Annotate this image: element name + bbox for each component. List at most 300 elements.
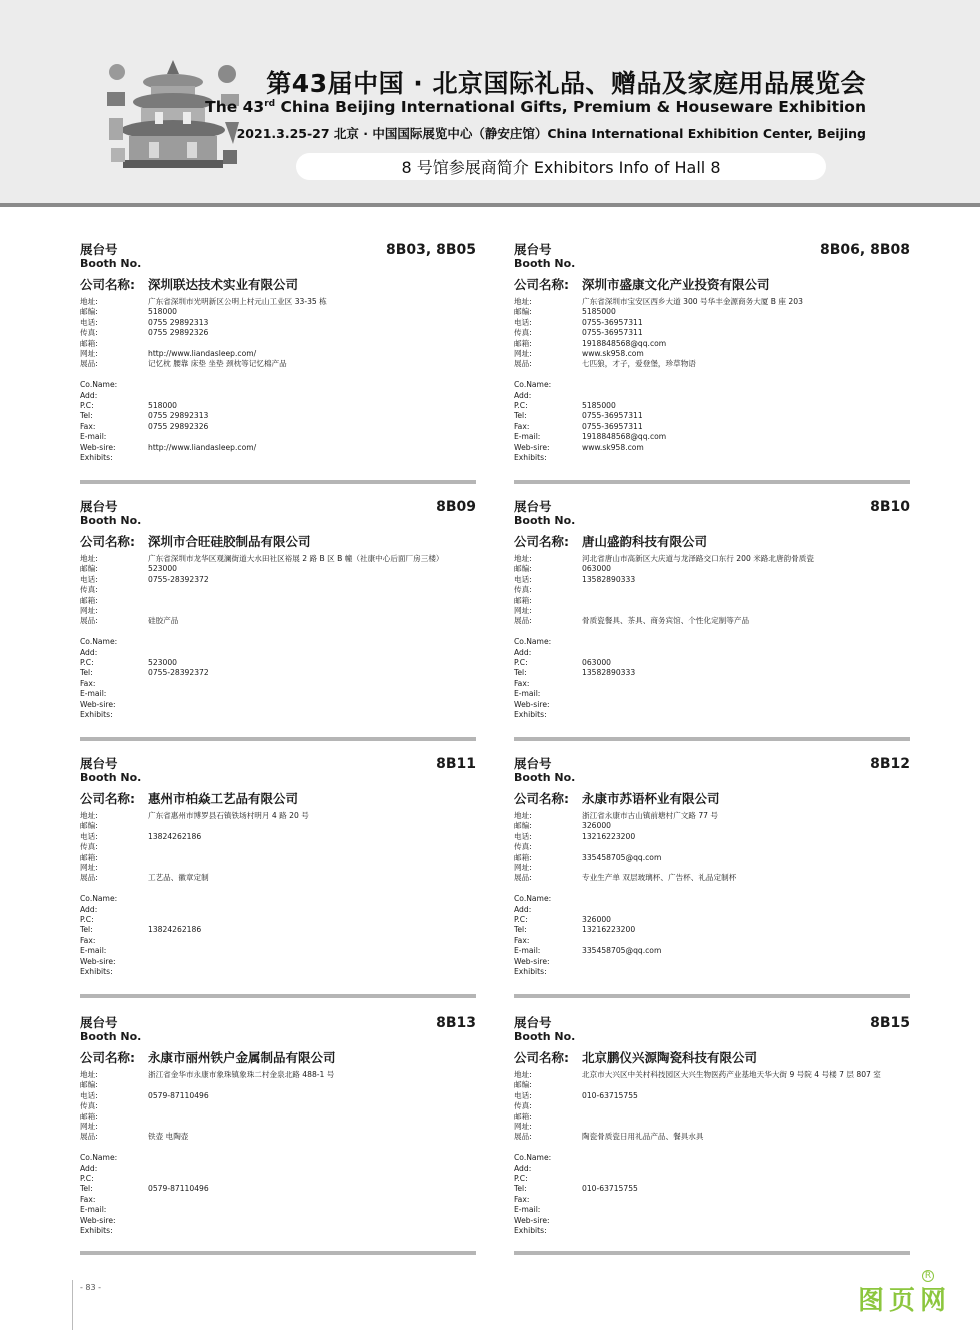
field-label: P.C: (80, 658, 94, 668)
field-label: 网址: (80, 606, 98, 616)
field-row-cn (80, 585, 476, 595)
field-row-en (514, 946, 910, 956)
field-row-en (80, 1226, 476, 1236)
field-label: 邮箱: (80, 338, 98, 348)
field-row-cn (514, 307, 910, 317)
field-label: Web-sire: (514, 1215, 550, 1225)
field-value (582, 1226, 910, 1236)
field-value: 063000 (582, 564, 611, 574)
field-value (148, 453, 476, 463)
field-value (582, 606, 910, 616)
field-label: Web-sire: (514, 442, 550, 452)
field-row-cn (80, 1091, 476, 1101)
field-value: 5185000 (582, 401, 616, 411)
field-row-en (80, 411, 476, 421)
field-value: 浙江省永康市古山镇前塘村广文路 77 号 (582, 811, 718, 820)
field-label: P.C: (514, 915, 528, 925)
field-row-cn (514, 616, 910, 626)
entry-divider (80, 994, 476, 998)
company-row (514, 275, 910, 293)
entry-divider (80, 1251, 476, 1255)
field-label: 电话: (514, 1090, 532, 1100)
field-label: Fax: (80, 1194, 96, 1204)
field-value (148, 863, 476, 873)
field-row-cn (80, 575, 476, 585)
field-label: E-mail: (80, 946, 107, 956)
field-value (582, 1216, 910, 1226)
field-value: www.sk958.com (582, 442, 644, 452)
field-list (80, 1070, 476, 1236)
field-value (148, 936, 476, 946)
field-value (148, 637, 476, 647)
field-value (582, 391, 910, 401)
field-row-cn (514, 832, 910, 842)
booth-label-cn: 展台号 (80, 499, 118, 514)
field-value (148, 821, 476, 831)
field-label: 邮箱: (514, 595, 532, 605)
field-label: 邮箱: (514, 1111, 532, 1121)
field-row-cn (80, 821, 476, 831)
field-row-en (80, 915, 476, 925)
company-row (514, 1048, 910, 1066)
field-label: 网址: (80, 863, 98, 873)
field-row-cn (514, 596, 910, 606)
field-row-en (514, 710, 910, 720)
field-label: P.C: (514, 658, 528, 668)
field-label: Fax: (514, 1194, 530, 1204)
field-value: 硅胶产品 (148, 616, 179, 626)
field-row-cn (514, 359, 910, 369)
booth-number: 8B10 (870, 499, 910, 515)
field-value (148, 1112, 476, 1122)
field-value (148, 596, 476, 606)
field-label: Fax: (80, 935, 96, 945)
field-value: 广东省惠州市博罗县石镇铁场村明月 4 路 20 号 (148, 811, 309, 820)
exhibitor-entry (80, 1015, 476, 1236)
field-row-en (80, 894, 476, 904)
booth-number: 8B15 (870, 1015, 910, 1031)
field-row-en (514, 679, 910, 689)
field-label: Co.Name: (80, 894, 118, 904)
field-value: 0755 29892326 (148, 421, 209, 431)
field-label: Tel: (80, 1184, 93, 1194)
field-row-cn (514, 842, 910, 852)
field-label: P.C: (80, 1174, 94, 1184)
field-list (514, 1070, 910, 1236)
field-value: 13824262186 (148, 831, 202, 841)
field-value: 1918848568@qq.com (582, 432, 667, 442)
booth-header (80, 756, 476, 786)
field-value (582, 936, 910, 946)
field-label: Web-sire: (80, 699, 116, 709)
field-row-cn (80, 328, 476, 338)
field-value (148, 1216, 476, 1226)
company-label: 公司名称: (514, 1050, 569, 1065)
field-value (582, 957, 910, 967)
field-label: Add: (514, 390, 532, 400)
field-row-cn (80, 1122, 476, 1132)
field-label: E-mail: (514, 689, 541, 699)
field-label: 邮编: (80, 821, 98, 831)
field-value: 浙江省金华市永康市象珠镇象珠二村金泉北路 488-1 号 (148, 1070, 335, 1079)
field-value: 骨质瓷餐具、茶具、商务宾馆、个性化定制等产品 (582, 616, 750, 626)
company-name: 永康市丽州铁户金属制品有限公司 (148, 1050, 336, 1065)
field-label: 邮箱: (514, 338, 532, 348)
exhibitor-entry (514, 242, 910, 463)
field-label: 展品: (514, 873, 532, 883)
field-row-en (514, 1205, 910, 1215)
field-row-en (80, 648, 476, 658)
field-row-en (514, 700, 910, 710)
field-value: 13216223200 (582, 831, 636, 841)
field-value (582, 1164, 910, 1174)
field-label: 邮编: (80, 1080, 98, 1090)
field-value (148, 1226, 476, 1236)
field-label: 传真: (514, 842, 532, 852)
field-label: E-mail: (80, 1205, 107, 1215)
field-label: E-mail: (514, 432, 541, 442)
field-label: Fax: (514, 421, 530, 431)
field-label: E-mail: (80, 689, 107, 699)
field-value: 工艺品、徽章定制 (148, 873, 209, 883)
field-value: 记忆枕 腰靠 床垫 坐垫 颈枕等记忆棉产品 (148, 359, 287, 369)
field-value: 铁壶 电陶壶 (148, 1132, 189, 1142)
field-row-en (514, 411, 910, 421)
field-row-cn (80, 307, 476, 317)
field-row-en (80, 710, 476, 720)
field-row-cn (514, 585, 910, 595)
company-label: 公司名称: (514, 791, 569, 806)
booth-number: 8B12 (870, 756, 910, 772)
entry-divider (80, 737, 476, 741)
field-label: 电话: (80, 831, 98, 841)
field-value (582, 1112, 910, 1122)
field-row-en (514, 894, 910, 904)
field-label: Tel: (514, 411, 527, 421)
field-list (514, 554, 910, 720)
field-label: 地址: (80, 297, 98, 306)
field-row-en (514, 1195, 910, 1205)
booth-label-en: Booth No. (80, 257, 142, 270)
field-value: http://www.liandasleep.com/ (148, 349, 257, 359)
field-value (148, 894, 476, 904)
field-value: 0755-36957311 (582, 317, 643, 327)
field-value: 0755-36957311 (582, 411, 643, 421)
field-label: 展品: (80, 1132, 98, 1142)
field-row-cn (514, 297, 910, 307)
field-label: Co.Name: (80, 380, 118, 390)
field-value (148, 1122, 476, 1132)
hall-title: 8 号馆参展商简介 Exhibitors Info of Hall 8 (296, 153, 826, 180)
field-value: http://www.liandasleep.com/ (148, 442, 257, 452)
field-label: 网址: (80, 349, 98, 359)
field-value: www.sk958.com (582, 349, 644, 359)
field-label: 展品: (80, 359, 98, 369)
field-label: 网址: (514, 863, 532, 873)
field-value: 0755 29892326 (148, 328, 209, 338)
field-value (582, 648, 910, 658)
field-value (148, 946, 476, 956)
field-label: Add: (514, 647, 532, 657)
field-label: Add: (80, 390, 98, 400)
field-label: Co.Name: (514, 380, 552, 390)
field-label: P.C: (514, 1174, 528, 1184)
field-value: 0579-87110496 (148, 1090, 209, 1100)
booth-number: 8B06, 8B08 (820, 242, 910, 258)
field-row-en (80, 658, 476, 668)
field-value (582, 905, 910, 915)
booth-header (80, 242, 476, 272)
field-value: 陶瓷骨质瓷日用礼品产品、餐具水具 (582, 1132, 704, 1142)
booth-label-cn: 展台号 (514, 242, 552, 257)
company-name: 深圳市合旺硅胶制品有限公司 (148, 534, 311, 549)
header-divider (0, 203, 980, 207)
field-row-cn (514, 575, 910, 585)
field-label: Exhibits: (80, 710, 113, 720)
field-value: 专业生产单 双层玻璃杯、广告杯、礼品定制杯 (582, 873, 737, 883)
field-row-en (514, 689, 910, 699)
field-value (148, 700, 476, 710)
field-label: Fax: (514, 935, 530, 945)
field-label: 网址: (514, 606, 532, 616)
company-row (80, 532, 476, 550)
field-value: 518000 (148, 401, 177, 411)
booth-label-cn: 展台号 (80, 242, 118, 257)
company-name: 唐山盛韵科技有限公司 (582, 534, 708, 549)
booth-label-en: Booth No. (80, 771, 142, 784)
field-value (582, 689, 910, 699)
field-row-en (80, 946, 476, 956)
company-label: 公司名称: (80, 1050, 135, 1065)
field-label: 邮编: (80, 564, 98, 574)
field-value (148, 710, 476, 720)
field-label: 邮编: (80, 307, 98, 317)
entry-divider (514, 1251, 910, 1255)
entry-divider (514, 737, 910, 741)
field-row-en (80, 1184, 476, 1194)
field-row-en (80, 637, 476, 647)
field-value (148, 967, 476, 977)
field-value (582, 842, 910, 852)
field-value (148, 585, 476, 595)
field-value (148, 957, 476, 967)
booth-number: 8B13 (436, 1015, 476, 1031)
field-value (148, 380, 476, 390)
field-value: 063000 (582, 658, 611, 668)
field-row-en (514, 443, 910, 453)
company-row (514, 532, 910, 550)
field-label: Co.Name: (514, 1153, 552, 1163)
field-row-cn (80, 1080, 476, 1090)
field-value: 0579-87110496 (148, 1184, 209, 1194)
booth-label-en: Booth No. (80, 1030, 142, 1043)
company-name: 永康市苏语杯业有限公司 (582, 791, 720, 806)
exhibitor-entry (80, 499, 476, 720)
field-row-en (80, 1153, 476, 1163)
field-row-en (80, 422, 476, 432)
field-value: 13216223200 (582, 925, 636, 935)
field-row-cn (514, 554, 910, 564)
field-value (582, 1080, 910, 1090)
field-row-cn (514, 821, 910, 831)
field-label: Co.Name: (80, 637, 118, 647)
field-row-cn (80, 811, 476, 821)
booth-header (80, 499, 476, 529)
field-row-en (80, 391, 476, 401)
field-label: Web-sire: (514, 699, 550, 709)
exhibition-title-cn: 第43届中国 · 北京国际礼品、赠品及家庭用品展览会 (266, 69, 866, 98)
booth-label-cn: 展台号 (80, 1015, 118, 1030)
field-list (80, 811, 476, 977)
field-label: 传真: (80, 328, 98, 338)
field-row-en (80, 905, 476, 915)
field-value: 广东省深圳市龙华区观澜街道大水田社区裕展 2 路 B 区 B 幢（社康中心后面厂房三楼） (148, 554, 444, 563)
field-row-cn (80, 606, 476, 616)
field-label: Tel: (80, 668, 93, 678)
exhibitor-entry (80, 242, 476, 463)
company-label: 公司名称: (80, 791, 135, 806)
field-row-en (514, 905, 910, 915)
field-value (582, 453, 910, 463)
exhibition-title-en: The 43rd China Beijing International Gifts, Premium & Houseware Exhibition (205, 98, 866, 116)
company-label: 公司名称: (80, 534, 135, 549)
field-row-cn (514, 349, 910, 359)
field-label: E-mail: (514, 946, 541, 956)
company-row (80, 1048, 476, 1066)
field-label: 地址: (80, 811, 98, 820)
field-row-en (80, 967, 476, 977)
field-label: Tel: (514, 1184, 527, 1194)
field-value (582, 679, 910, 689)
field-value (582, 1174, 910, 1184)
booth-header (514, 499, 910, 529)
field-row-en (80, 1216, 476, 1226)
field-value (582, 700, 910, 710)
field-row-cn (514, 1070, 910, 1080)
field-label: E-mail: (514, 1205, 541, 1215)
exhibitor-entry (80, 756, 476, 977)
field-row-cn (514, 564, 910, 574)
field-label: Fax: (514, 678, 530, 688)
field-row-en (80, 1205, 476, 1215)
booth-label-cn: 展台号 (514, 1015, 552, 1030)
field-value (148, 391, 476, 401)
field-row-cn (80, 318, 476, 328)
field-value (582, 710, 910, 720)
field-label: Web-sire: (80, 956, 116, 966)
field-label: 传真: (80, 585, 98, 595)
field-value: 523000 (148, 564, 177, 574)
field-label: Exhibits: (514, 1226, 547, 1236)
field-label: Add: (514, 904, 532, 914)
company-name: 北京鹏仪兴源陶瓷科技有限公司 (582, 1050, 758, 1065)
field-label: 邮编: (514, 564, 532, 574)
field-label: Add: (80, 647, 98, 657)
booth-label-cn: 展台号 (514, 499, 552, 514)
field-value (148, 648, 476, 658)
field-row-en (80, 668, 476, 678)
field-label: 传真: (514, 585, 532, 595)
field-row-cn (514, 873, 910, 883)
field-row-cn (80, 339, 476, 349)
field-row-en (514, 422, 910, 432)
field-label: Tel: (514, 925, 527, 935)
field-label: 电话: (514, 831, 532, 841)
field-label: Fax: (80, 678, 96, 688)
field-value: 5185000 (582, 307, 616, 317)
field-label: 电话: (80, 1090, 98, 1100)
field-row-en (80, 443, 476, 453)
field-row-en (80, 689, 476, 699)
company-label: 公司名称: (514, 534, 569, 549)
field-value: 七匹狼，才子，爱登堡，珍草物语 (582, 359, 696, 369)
field-label: 展品: (514, 616, 532, 626)
field-row-cn (80, 349, 476, 359)
field-row-cn (80, 1070, 476, 1080)
field-value (148, 915, 476, 925)
company-row (514, 789, 910, 807)
field-label: P.C: (514, 401, 528, 411)
booth-number: 8B09 (436, 499, 476, 515)
field-row-en (80, 700, 476, 710)
field-row-cn (80, 1101, 476, 1111)
field-label: 邮编: (514, 821, 532, 831)
field-value (148, 339, 476, 349)
exhibition-date-venue: 2021.3.25-27 北京 · 中国国际展览中心（静安庄馆）China International Exhibition Center, Beijing (236, 126, 866, 141)
field-value (148, 1080, 476, 1090)
field-row-en (514, 658, 910, 668)
field-row-en (514, 401, 910, 411)
booth-header (80, 1015, 476, 1045)
booth-header (514, 242, 910, 272)
field-label: P.C: (80, 915, 94, 925)
field-value (148, 689, 476, 699)
field-label: Exhibits: (80, 1226, 113, 1236)
company-row (80, 275, 476, 293)
field-label: Co.Name: (80, 1153, 118, 1163)
field-row-en (80, 957, 476, 967)
page-margin-line (72, 1280, 73, 1330)
field-label: 传真: (514, 328, 532, 338)
field-row-en (514, 915, 910, 925)
field-label: Web-sire: (514, 956, 550, 966)
field-value (148, 1205, 476, 1215)
field-row-cn (514, 1091, 910, 1101)
field-row-en (80, 1195, 476, 1205)
field-label: Exhibits: (80, 967, 113, 977)
company-label: 公司名称: (514, 277, 569, 292)
field-row-cn (514, 606, 910, 616)
field-label: Co.Name: (514, 894, 552, 904)
field-label: 电话: (80, 574, 98, 584)
field-value: 0755-28392372 (148, 574, 209, 584)
field-row-en (80, 401, 476, 411)
field-row-cn (514, 1132, 910, 1142)
field-row-cn (514, 1101, 910, 1111)
booth-header (514, 756, 910, 786)
field-row-en (514, 1216, 910, 1226)
field-label: Fax: (80, 421, 96, 431)
field-value: 13824262186 (148, 925, 202, 935)
field-value (148, 842, 476, 852)
field-row-en (514, 637, 910, 647)
entry-divider (514, 480, 910, 484)
field-label: E-mail: (80, 432, 107, 442)
field-label: Exhibits: (514, 967, 547, 977)
field-list (80, 554, 476, 720)
booth-label-en: Booth No. (514, 257, 576, 270)
page-number: - 83 - (80, 1283, 102, 1292)
